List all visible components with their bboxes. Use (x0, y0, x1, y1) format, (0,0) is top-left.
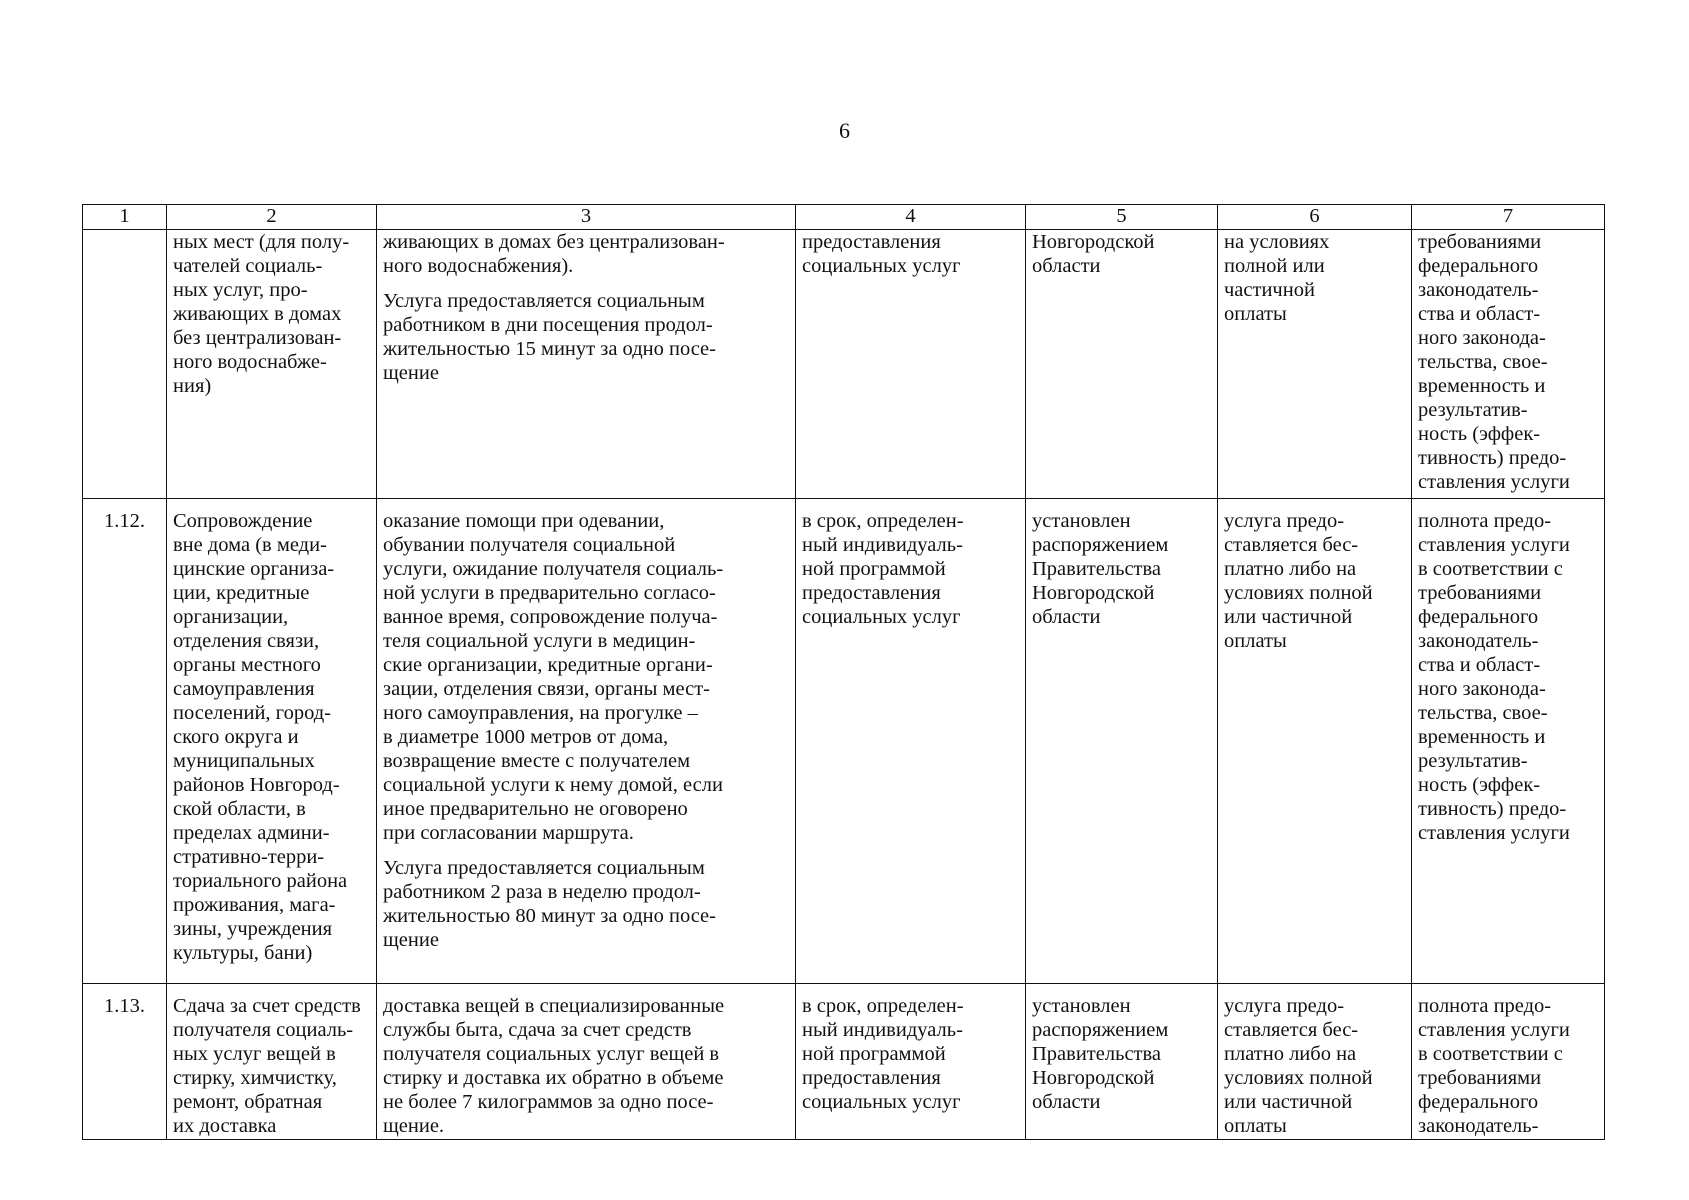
service-tariff-cell: Новгородской области (1026, 230, 1218, 499)
service-quality-cell: полнота предо- ставления услуги в соответствии с требованиями федерального законодатель- ства и област- ного законода- тельства, свое- временность и результатив- ность (эффек- тивность) предо- ставления услуги (1412, 499, 1605, 984)
service-conditions-cell: на условиях полной или частичной оплаты (1218, 230, 1412, 499)
row-number-cell: 1.12. (83, 499, 167, 984)
column-number-header-row (83, 205, 1605, 230)
column-number: 7 (1412, 205, 1605, 230)
column-number: 3 (377, 205, 796, 230)
service-content-cell (377, 230, 796, 499)
content-paragraph: Услуга предоставляется социальным работником 2 раза в неделю продол- жительностью 80 минут за одно посе- щение (383, 857, 716, 951)
content-paragraph: оказание помощи при одевании, обувании получателя социальной услуги, ожидание получателя социаль- ной услуги в предварительно согласо- ванное время, сопровождение получа- теля социальной услуги в медицин- ские организации, кредитные органи- зации, отделения связи, органы мест- ного самоуправления, на прогулке – в диаметре 1000 метров от дома, возвращение вместе с получателем социальной услуги к нему домой, если иное предварительно не оговорено при согласовании маршрута. (383, 510, 724, 844)
table-row (83, 499, 1605, 984)
row-number-cell (83, 230, 167, 499)
service-content-cell (377, 499, 796, 984)
service-quality-cell: требованиями федерального законодатель- ства и област- ного законода- тельства, свое- временность и результатив- ность (эффек- тивность) предо- ставления услуги (1412, 230, 1605, 499)
service-term-cell: предоставления социальных услуг (796, 230, 1026, 499)
services-table (82, 204, 1605, 1140)
column-number: 6 (1218, 205, 1412, 230)
column-number: 1 (83, 205, 167, 230)
service-name-cell: Сопровождение вне дома (в меди- цинские организа- ции, кредитные организации, отделения связи, органы местного самоуправления поселений, город- ского округа и муниципальных районов Новгород- ской области, в пределах админи- стративно-терри- ториального района проживания, мага- зины, учреждения культуры, бани) (167, 499, 377, 984)
table-row (83, 230, 1605, 499)
column-number: 2 (167, 205, 377, 230)
table-row (83, 984, 1605, 1140)
column-number: 4 (796, 205, 1026, 230)
content-paragraph: живающих в домах без централизован- ного водоснабжения). (383, 231, 725, 277)
row-number-cell: 1.13. (83, 984, 167, 1140)
page-number: 6 (839, 118, 850, 143)
service-tariff-cell: установлен распоряжением Правительства Новгородской области (1026, 499, 1218, 984)
service-content-cell (377, 984, 796, 1140)
service-tariff-cell: установлен распоряжением Правительства Новгородской области (1026, 984, 1218, 1140)
service-term-cell: в срок, определен- ный индивидуаль- ной программой предоставления социальных услуг (796, 984, 1026, 1140)
service-name-cell: ных мест (для полу- чателей социаль- ных услуг, про- живающих в домах без централизован- ного водоснабже- ния) (167, 230, 377, 499)
service-term-cell: в срок, определен- ный индивидуаль- ной программой предоставления социальных услуг (796, 499, 1026, 984)
service-name-cell: Сдача за счет средств получателя социаль- ных услуг вещей в стирку, химчистку, ремонт, обратная их доставка (167, 984, 377, 1140)
service-conditions-cell: услуга предо- ставляется бес- платно либо на условиях полной или частичной оплаты (1218, 499, 1412, 984)
content-paragraph: Услуга предоставляется социальным работником в дни посещения продол- жительностью 15 минут за одно посе- щение (383, 290, 716, 384)
content-paragraph: доставка вещей в специализированные службы быта, сдача за счет средств получателя социальных услуг вещей в стирку и доставка их обратно в объеме не более 7 килограммов за одно посе- щение. (383, 995, 725, 1137)
service-conditions-cell: услуга предо- ставляется бес- платно либо на условиях полной или частичной оплаты (1218, 984, 1412, 1140)
column-number: 5 (1026, 205, 1218, 230)
service-quality-cell: полнота предо- ставления услуги в соответствии с требованиями федерального законодатель- (1412, 984, 1605, 1140)
